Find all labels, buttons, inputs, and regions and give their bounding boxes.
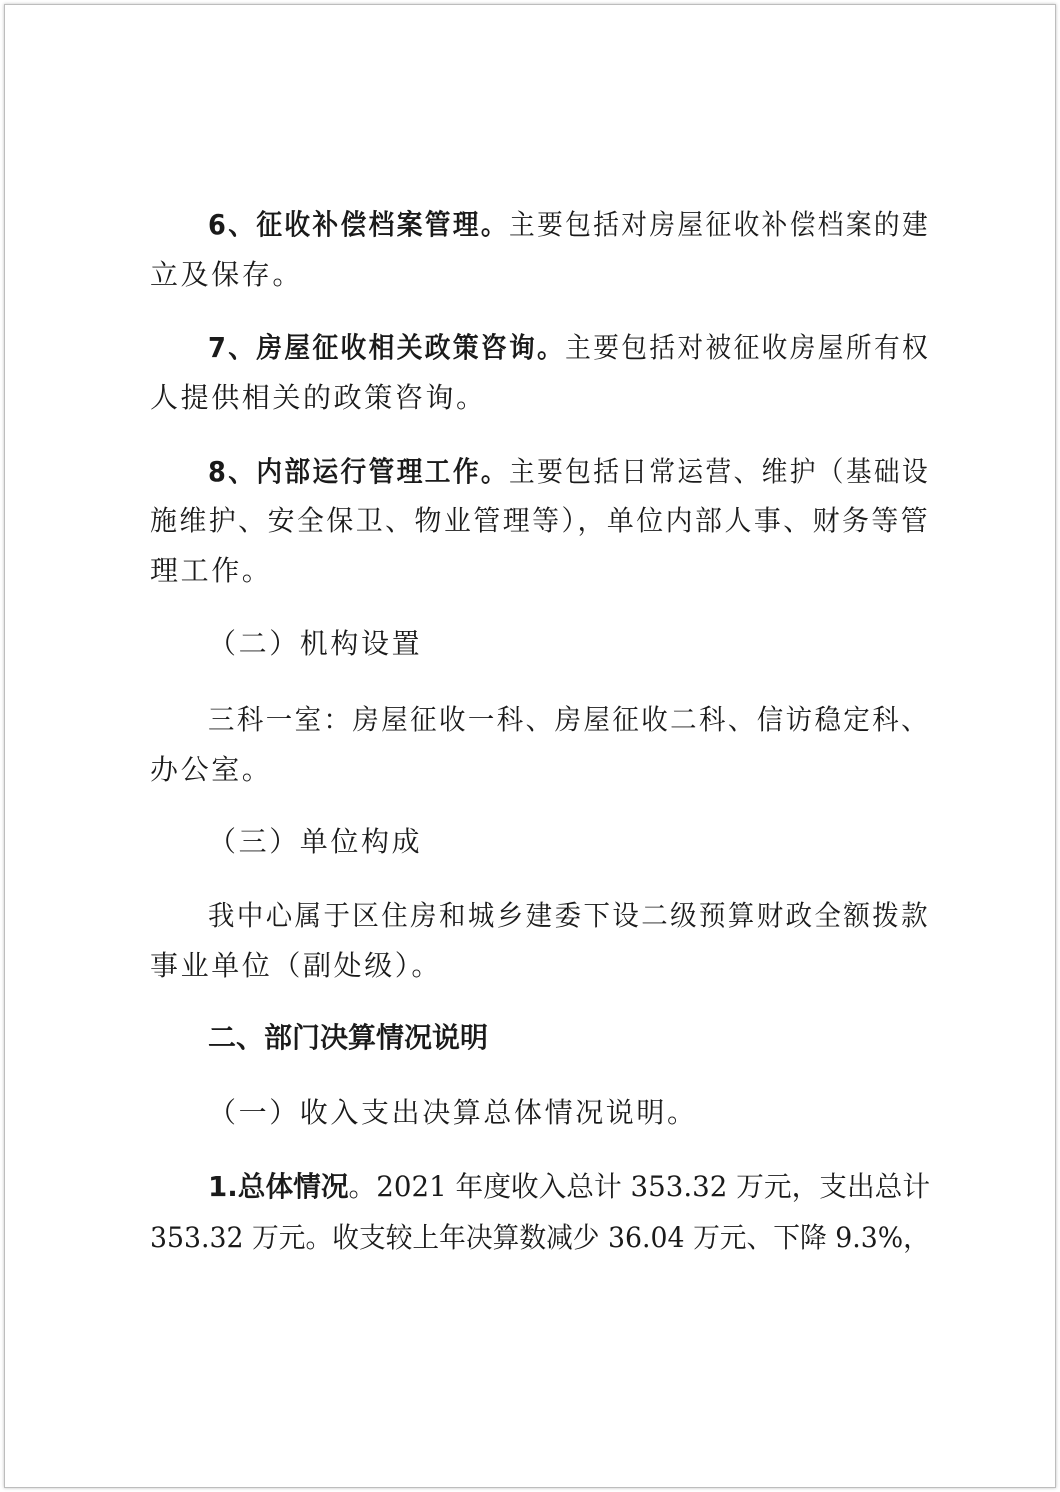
section-heading-unit: （三）单位构成 — [208, 825, 423, 858]
overall-line-1 — [208, 1167, 930, 1207]
paragraph-6-text: 主要包括对房屋征收补偿档案的建 — [508, 208, 931, 241]
organization-line-1: 三科一室：房屋征收一科、房屋征收二科、信访稳定科、 — [208, 703, 931, 736]
paragraph-8-label: 8、内部运行管理工作。 — [208, 455, 509, 488]
unit-line-1: 我中心属于区住房和城乡建委下设二级预算财政全额拨款 — [208, 899, 931, 932]
document-page — [4, 4, 1056, 1488]
paragraph-6-label: 6、征收补偿档案管理。 — [208, 208, 509, 241]
paragraph-8-text: 主要包括日常运营、维护（基础设 — [508, 455, 931, 488]
paragraph-8-line-3: 理工作。 — [150, 554, 273, 587]
overall-label: 1.总体情况 — [208, 1170, 349, 1203]
paragraph-8-line-2: 施维护、安全保卫、物业管理等），单位内部人事、财务等管 — [150, 504, 931, 537]
unit-line-2: 事业单位（副处级）。 — [150, 949, 443, 982]
paragraph-7-line-1 — [208, 328, 930, 368]
paragraph-6-line-2: 立及保存。 — [150, 258, 304, 291]
chapter-heading: 二、部门决算情况说明 — [208, 1021, 489, 1054]
overall-line-2: 353.32 万元。收支较上年决算数减少 36.04 万元、下降 9.3%， — [150, 1221, 930, 1254]
paragraph-7-label: 7、房屋征收相关政策咨询。 — [208, 331, 566, 364]
paragraph-6-line-1 — [208, 205, 930, 245]
subsection-heading-income: （一）收入支出决算总体情况说明。 — [208, 1096, 698, 1129]
paragraph-7-line-2: 人提供相关的政策咨询。 — [150, 381, 487, 414]
organization-line-2: 办公室。 — [150, 753, 273, 786]
paragraph-8-line-1 — [208, 452, 930, 492]
paragraph-7-text: 主要包括对被征收房屋所有权 — [565, 331, 931, 364]
section-heading-organization: （二）机构设置 — [208, 627, 423, 660]
overall-text: 。2021 年度收入总计 353.32 万元，支出总计 — [348, 1170, 931, 1203]
